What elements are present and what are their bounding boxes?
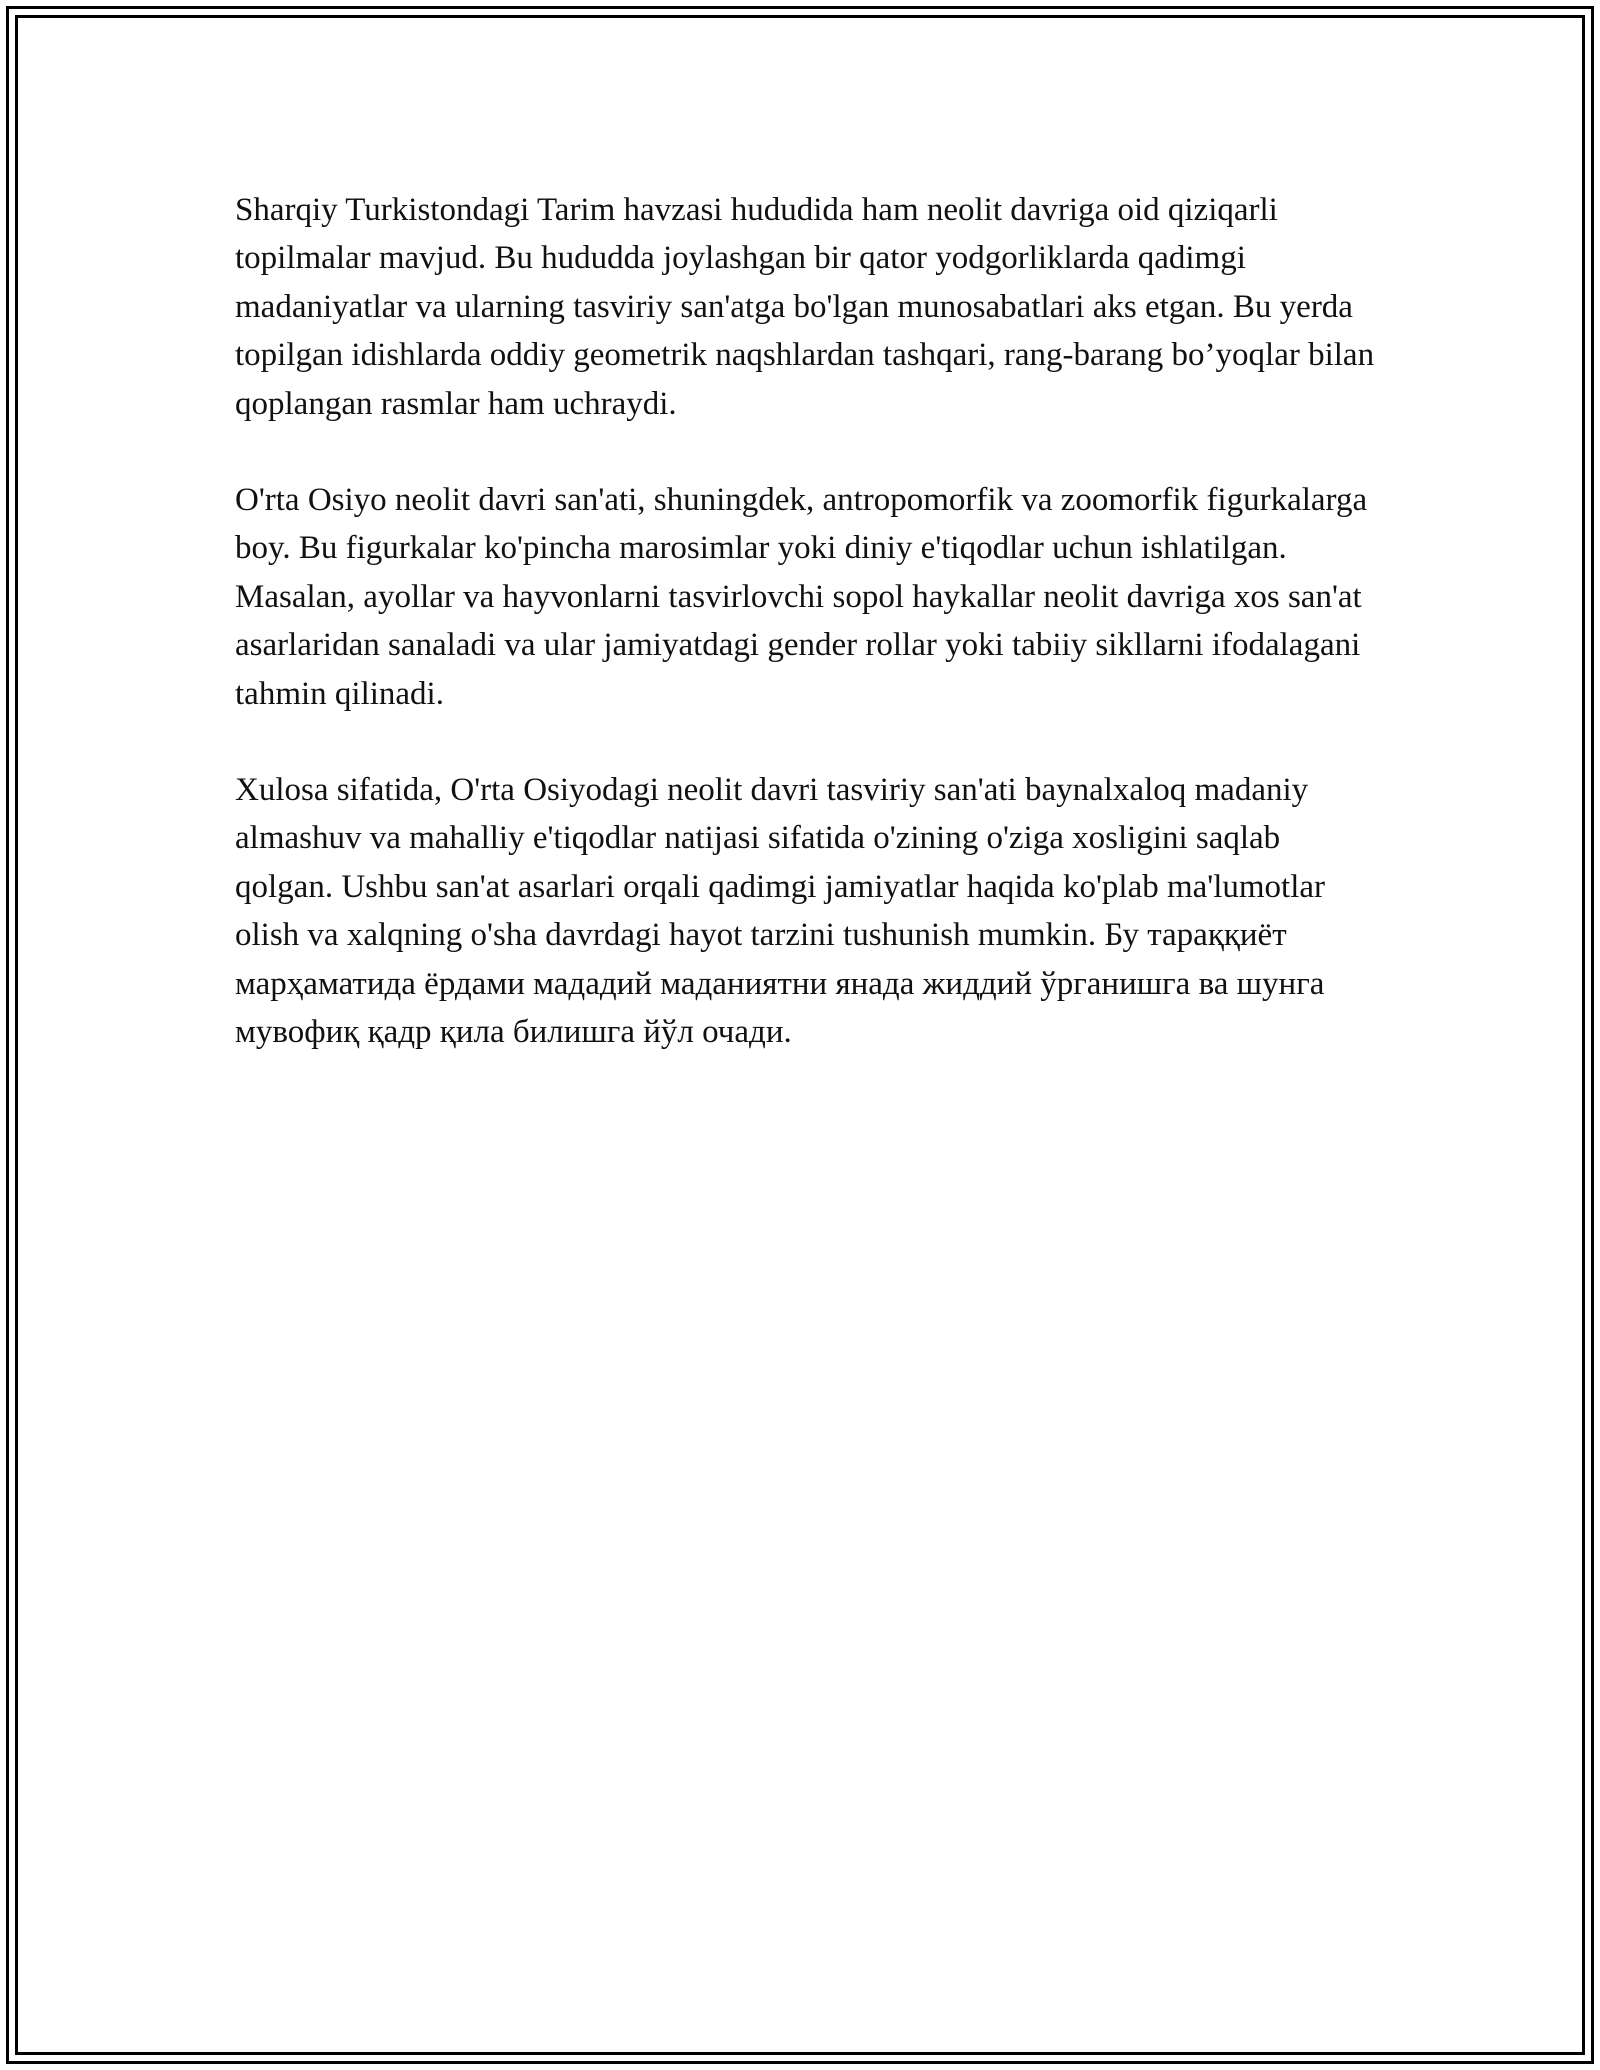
paragraph-figurines: O'rta Osiyo neolit davri san'ati, shuningdek, antropomorfik va zoomorfik figurkalarga boy. Bu figurkalar ko'pincha marosimlar yoki diniy e'tiqodlar uchun ishlatilgan. Masalan, ayollar va hayvonlarni tasvirlovchi sopol haykallar neolit davriga xos san'at asarlaridan sanaladi va ular jamiyatdagi gender rollar yoki tabiiy sikllarni ifodalagani tahmin qilinadi. [235, 482, 1368, 712]
paragraph-conclusion: Xulosa sifatida, O'rta Osiyodagi neolit davri tasviriy san'ati baynalxaloq madaniy almashuv va mahalliy e'tiqodlar natijasi sifatida o'zining o'ziga xosligini saqlab qolgan. Ushbu san'at asarlari orqali qadimgi jamiyatlar haqida ko'plab ma'lumotlar olish va xalqning o'sha davrdagi hayot tarzini tushunish mumkin. Бу тараққиёт марҳаматида ёрдами мададий маданиятни янада жиддий ўрганишга ва шунга мувофиқ қадр қила билишга йўл очади. [235, 772, 1326, 1051]
paragraph-tarim-basin: Sharqiy Turkistondagi Tarim havzasi hududida ham neolit davriga oid qiziqarli topilmalar mavjud. Bu hududda joylashgan bir qator yodgorliklarda qadimgi madaniyatlar va ularning tasviriy san'atga bo'lgan munosabatlari aks etgan. Bu yerda topilgan idishlarda oddiy geometrik naqshlardan tashqari, rang-barang bo’yoqlar bilan qoplangan rasmlar ham uchraydi. [235, 192, 1375, 422]
document-body [235, 186, 1375, 1105]
